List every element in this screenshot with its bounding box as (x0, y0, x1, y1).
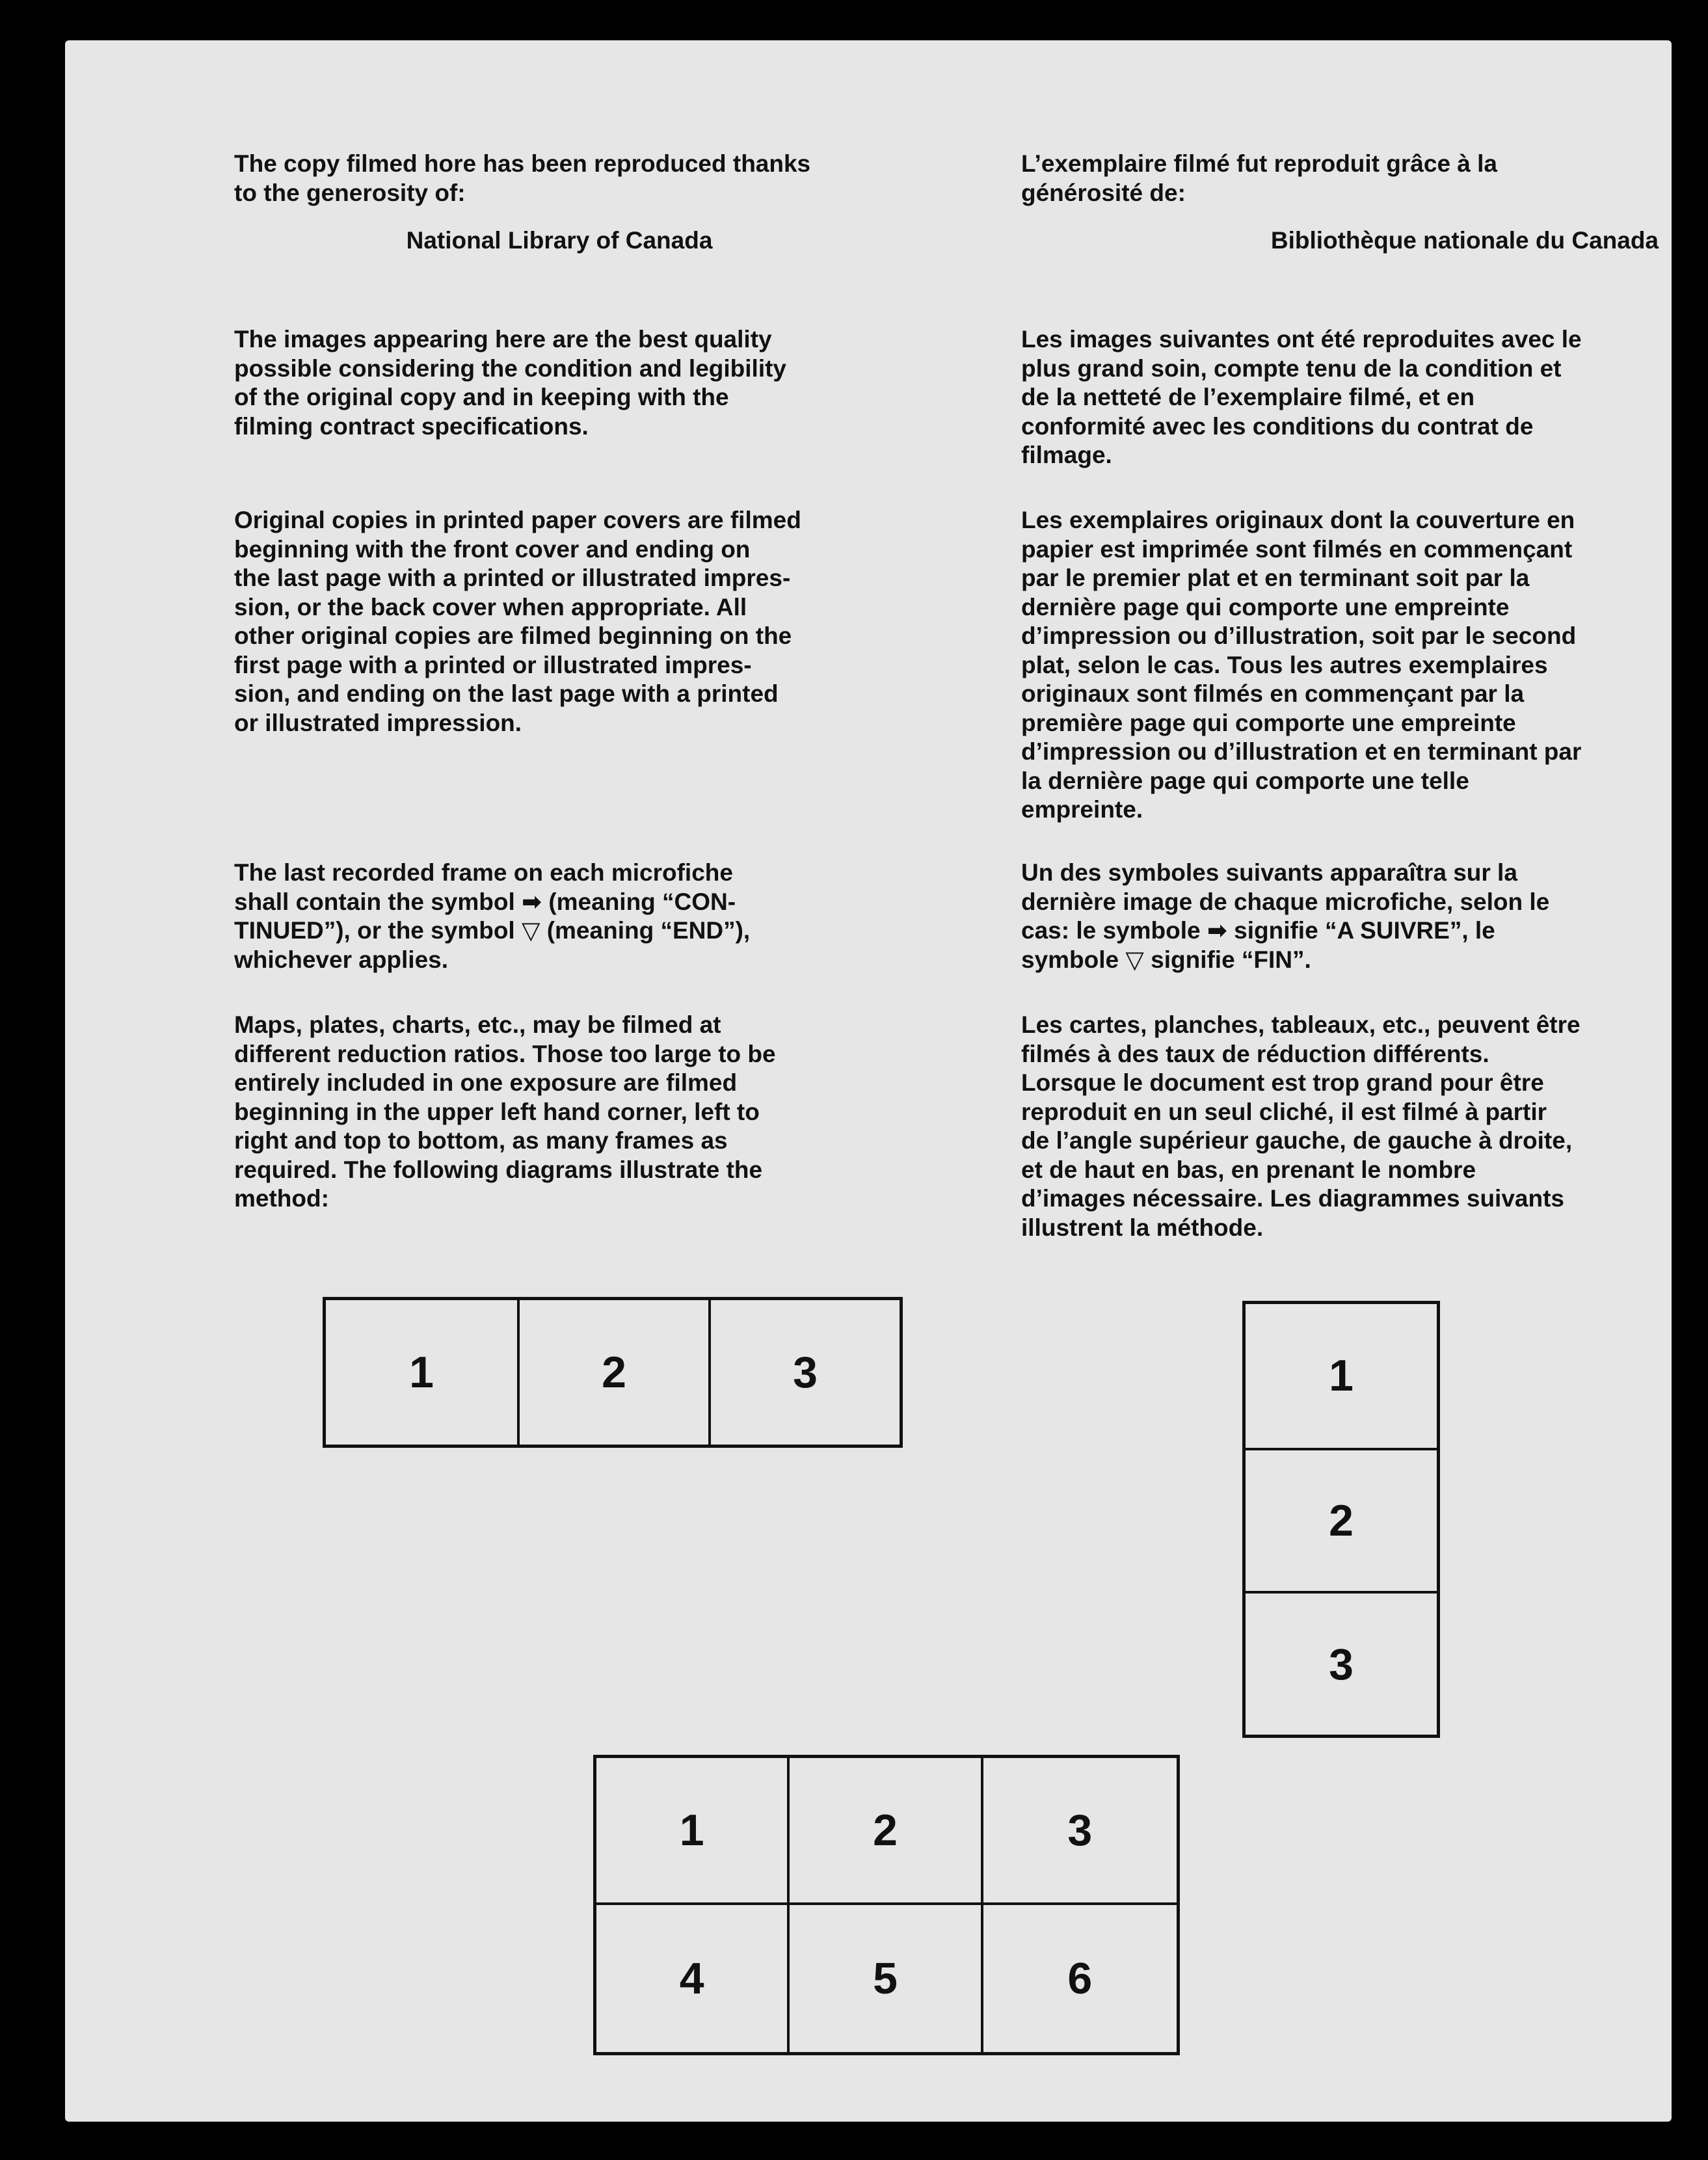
english-intro-text: The copy filmed hore has been reproduced thanks to the generosity of: (234, 150, 811, 206)
frame-cell: 1 (409, 1348, 434, 1397)
french-intro-text: L’exemplaire filmé fut reproduit grâce à la générosité de: (1021, 150, 1498, 206)
english-intro (234, 150, 885, 207)
frame-cell: 2 (517, 1300, 708, 1445)
english-maps (234, 1011, 885, 1214)
french-quality (1021, 325, 1659, 470)
english-quality-text: The images appearing here are the best quality possible considering the condition and legibility of the original copy and in keeping with the filming contract specifications. (234, 326, 787, 440)
english-symbols (234, 859, 885, 974)
english-library-name: National Library of Canada (406, 227, 713, 254)
frame-cell: 5 (790, 1905, 983, 2052)
english-originals (234, 506, 885, 738)
french-intro (1021, 150, 1659, 207)
frame-cell: 3 (983, 1758, 1177, 1905)
english-library (234, 226, 885, 256)
french-originals-text: Les exemplaires originaux dont la couverture en papier est imprimée sont filmés en commençant par le premier plat et en terminant soit par la dernière page qui comporte une empreinte d’impression ou d’illustration, soit par le second plat, selon le cas. Tous les autres exemplaires originaux sont filmés en commençant par la première page qui comporte une empreinte d’impression ou d’illustration et en terminant par la dernière page qui comporte une telle empreinte. (1021, 507, 1582, 823)
frame-cell: 3 (1246, 1591, 1437, 1735)
diagram-vertical (1242, 1301, 1440, 1738)
english-quality (234, 325, 885, 441)
french-symbols (1021, 859, 1659, 974)
frame-cell: 3 (708, 1300, 900, 1445)
french-originals (1021, 506, 1659, 825)
french-library (1021, 226, 1659, 256)
frame-cell: 2 (790, 1758, 983, 1905)
french-maps-text: Les cartes, planches, tableaux, etc., peuvent être filmés à des taux de réduction différents. Lorsque le document est trop grand pour être reproduit en un seul cliché, il est filmé à partir de l’angle supérieur gauche, de gauche à droite, et de haut en bas, en prenant le nombre d’images nécessaire. Les diagrammes suivants illustrent la méthode. (1021, 1011, 1581, 1241)
frame-cell: 2 (1246, 1448, 1437, 1592)
diagram-horizontal (323, 1297, 903, 1448)
french-library-name: Bibliothèque nationale du Canada (1270, 227, 1659, 254)
frame-cell: 4 (596, 1905, 790, 2052)
frame-cell: 6 (1067, 1954, 1093, 2003)
french-symbols-text: Un des symboles suivants apparaîtra sur la dernière image de chaque microfiche, selon le cas: le symbole ➡ signifie “A SUIVRE”, le symbole ▽ signifie “FIN”. (1021, 859, 1550, 973)
filming-notice-page (65, 40, 1672, 2122)
french-maps (1021, 1011, 1659, 1242)
english-maps-text: Maps, plates, charts, etc., may be filmed at different reduction ratios. Those too large to be entirely included in one exposure are filmed beginning in the upper left hand corner, left to right and top to bottom, as many frames as required. The following diagrams illustrate the method: (234, 1011, 776, 1212)
diagram-grid (593, 1755, 1180, 2055)
english-symbols-text: The last recorded frame on each microfiche shall contain the symbol ➡ (meaning “CON- TINUED”), or the symbol ▽ (meaning “END”), whichever applies. (234, 859, 751, 973)
frame-cell: 1 (596, 1758, 790, 1905)
frame-cell: 1 (1329, 1351, 1354, 1401)
english-originals-text: Original copies in printed paper covers are filmed beginning with the front cover and ending on the last page with a printed or illustrated impres- sion, or the back cover when appropriate. All other original copies are filmed beginning on the first page with a printed or illustrated impres- sion, and ending on the last page with a printed or illustrated impression. (234, 507, 801, 736)
french-quality-text: Les images suivantes ont été reproduites avec le plus grand soin, compte tenu de la condition et de la netteté de l’exemplaire filmé, et en conformité avec les conditions du contrat de filmage. (1021, 326, 1582, 468)
